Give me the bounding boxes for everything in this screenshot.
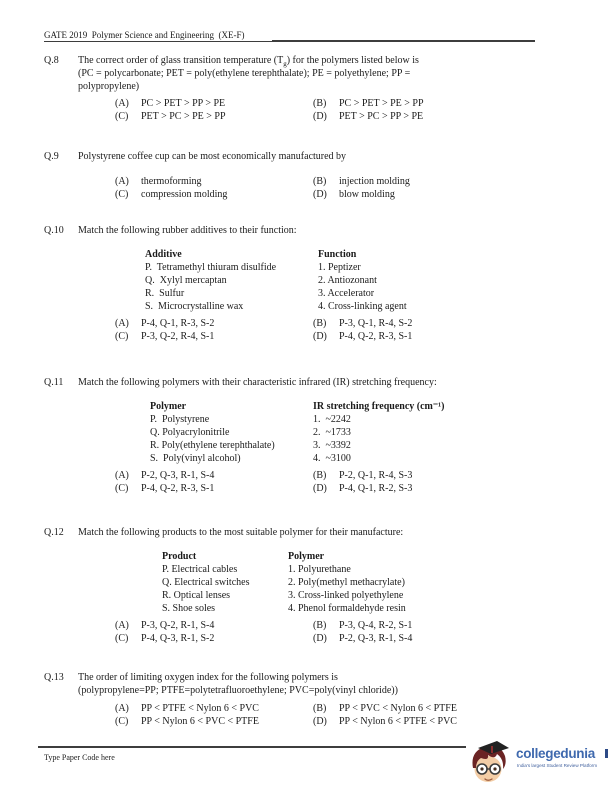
option-label: (C) bbox=[115, 331, 129, 342]
question-number-q13: Q.13 bbox=[44, 672, 64, 683]
option-text: P-2, Q-3, R-1, S-4 bbox=[339, 633, 413, 644]
q12-option-c bbox=[115, 632, 214, 645]
q9-option-a bbox=[115, 175, 202, 188]
question-number-q12: Q.12 bbox=[44, 527, 64, 538]
q12-option-b bbox=[313, 619, 412, 632]
q8-line1-pre: The correct order of glass transition temperature (T bbox=[78, 55, 284, 66]
q12-left-row: R. Optical lenses bbox=[162, 590, 231, 601]
q12-left-row: S. Shoe soles bbox=[162, 603, 216, 614]
q10-right-row: 3. Accelerator bbox=[318, 288, 375, 299]
q8-line1-post: ) for the polymers listed below is bbox=[286, 55, 419, 66]
question-text-q8-line2: (PC = polycarbonate; PET = poly(ethylene terephthalate); PE = polyethylene; PP = bbox=[78, 68, 411, 79]
option-label: (A) bbox=[115, 318, 129, 329]
question-text-q11: Match the following polymers with their characteristic infrared (IR) stretching frequency: bbox=[78, 377, 437, 388]
q10-option-b bbox=[313, 317, 412, 330]
q9-option-c bbox=[115, 188, 227, 201]
collegedunia-logo bbox=[462, 736, 612, 792]
q11-left-row: R. Poly(ethylene terephthalate) bbox=[150, 440, 275, 451]
option-label: (A) bbox=[115, 620, 129, 631]
q10-left-row: Q. Xylyl mercaptan bbox=[145, 275, 227, 286]
option-label: (C) bbox=[115, 483, 129, 494]
question-text-q8-line3: polypropylene) bbox=[78, 81, 140, 92]
q13-option-c bbox=[115, 715, 259, 728]
question-number-q9: Q.9 bbox=[44, 151, 59, 162]
option-label: (B) bbox=[313, 620, 327, 631]
option-text: blow molding bbox=[339, 189, 395, 200]
footer-rule bbox=[38, 746, 466, 748]
q9-option-b bbox=[313, 175, 410, 188]
option-text: P-4, Q-2, R-3, S-1 bbox=[141, 483, 215, 494]
question-text-q12: Match the following products to the most suitable polymer for their manufacture: bbox=[78, 527, 404, 538]
option-text: compression molding bbox=[141, 189, 228, 200]
q12-left-row: P. Electrical cables bbox=[162, 564, 238, 575]
footer-note: Type Paper Code here bbox=[44, 753, 115, 762]
q8-option-b bbox=[313, 97, 424, 110]
q10-option-a bbox=[115, 317, 214, 330]
q11-right-row: 1. ~2242 bbox=[313, 414, 351, 425]
option-text: P-2, Q-3, R-1, S-4 bbox=[141, 470, 215, 481]
option-label: (C) bbox=[115, 189, 129, 200]
option-text: injection molding bbox=[339, 176, 410, 187]
q11-option-d bbox=[313, 482, 412, 495]
q10-option-d bbox=[313, 330, 412, 343]
option-text: P-3, Q-1, R-4, S-2 bbox=[339, 318, 413, 329]
q8-option-c bbox=[115, 110, 226, 123]
q10-left-column-header: Additive bbox=[145, 249, 182, 260]
q11-left-row: Q. Polyacrylonitrile bbox=[150, 427, 230, 438]
option-text: PC > PET > PP > PE bbox=[141, 98, 226, 109]
option-text: P-4, Q-3, R-1, S-2 bbox=[141, 633, 215, 644]
question-text-q9: Polystyrene coffee cup can be most economically manufactured by bbox=[78, 151, 347, 162]
q10-right-row: 2. Antiozonant bbox=[318, 275, 377, 286]
option-label: (A) bbox=[115, 703, 129, 714]
question-number-q10: Q.10 bbox=[44, 225, 64, 236]
option-text: P-4, Q-1, R-2, S-3 bbox=[339, 483, 413, 494]
q11-right-row: 4. ~3100 bbox=[313, 453, 351, 464]
option-label: (D) bbox=[313, 716, 327, 727]
option-label: (B) bbox=[313, 98, 327, 109]
q10-option-c bbox=[115, 330, 214, 343]
q11-option-c bbox=[115, 482, 214, 495]
q12-right-row: 4. Phenol formaldehyde resin bbox=[288, 603, 406, 614]
option-label: (B) bbox=[313, 318, 327, 329]
option-text: PC > PET > PE > PP bbox=[339, 98, 424, 109]
option-label: (A) bbox=[115, 470, 129, 481]
option-text: PP < Nylon 6 < PTFE < PVC bbox=[339, 716, 457, 727]
option-text: P-3, Q-4, R-2, S-1 bbox=[339, 620, 413, 631]
q8-option-a bbox=[115, 97, 225, 110]
q11-right-row: 2. ~1733 bbox=[313, 427, 351, 438]
q12-option-a bbox=[115, 619, 214, 632]
q10-left-row: R. Sulfur bbox=[145, 288, 185, 299]
brand-mark-icon bbox=[605, 749, 608, 758]
q11-option-a bbox=[115, 469, 214, 482]
question-number-q11: Q.11 bbox=[44, 377, 64, 388]
option-text: PP < PTFE < Nylon 6 < PVC bbox=[141, 703, 259, 714]
q11-option-b bbox=[313, 469, 412, 482]
option-text: PP < PVC < Nylon 6 < PTFE bbox=[339, 703, 457, 714]
question-text-q10: Match the following rubber additives to their function: bbox=[78, 225, 297, 236]
header-rule-thin bbox=[44, 41, 272, 42]
mascot-icon bbox=[464, 738, 512, 790]
option-label: (C) bbox=[115, 716, 129, 727]
q11-left-row: S. Poly(vinyl alcohol) bbox=[150, 453, 241, 464]
option-text: PET > PC > PE > PP bbox=[141, 111, 226, 122]
q12-right-column-header: Polymer bbox=[288, 551, 325, 562]
option-label: (B) bbox=[313, 703, 327, 714]
q12-option-d bbox=[313, 632, 412, 645]
q10-right-row: 4. Cross-linking agent bbox=[318, 301, 407, 312]
option-text: P-4, Q-1, R-3, S-2 bbox=[141, 318, 215, 329]
q10-right-column-header: Function bbox=[318, 249, 357, 260]
option-label: (D) bbox=[313, 633, 327, 644]
option-label: (D) bbox=[313, 111, 327, 122]
q11-left-row: P. Polystyrene bbox=[150, 414, 210, 425]
q11-left-column-header: Polymer bbox=[150, 401, 187, 412]
option-text: P-4, Q-2, R-3, S-1 bbox=[339, 331, 413, 342]
question-text-q13-line1: The order of limiting oxygen index for the following polymers is bbox=[78, 672, 338, 683]
q12-right-row: 1. Polyurethane bbox=[288, 564, 351, 575]
q10-left-row: S. Microcrystalline wax bbox=[145, 301, 244, 312]
option-label: (D) bbox=[313, 189, 327, 200]
q12-right-row: 2. Poly(methyl methacrylate) bbox=[288, 577, 405, 588]
option-text: thermoforming bbox=[141, 176, 202, 187]
brand-tagline: India's largest Student Review Platform bbox=[517, 763, 598, 768]
page-header-title: GATE 2019 Polymer Science and Engineering (XE-F) bbox=[44, 30, 245, 40]
q12-left-row: Q. Electrical switches bbox=[162, 577, 250, 588]
q12-left-column-header: Product bbox=[162, 551, 197, 562]
option-label: (D) bbox=[313, 483, 327, 494]
option-label: (C) bbox=[115, 633, 129, 644]
brand-text: collegedunia bbox=[516, 746, 595, 761]
option-label: (B) bbox=[313, 176, 327, 187]
option-label: (A) bbox=[115, 176, 129, 187]
option-text: PP < Nylon 6 < PVC < PTFE bbox=[141, 716, 259, 727]
q13-option-a bbox=[115, 702, 259, 715]
option-text: P-2, Q-1, R-4, S-3 bbox=[339, 470, 413, 481]
header-rule-thick bbox=[272, 40, 535, 42]
q11-right-row: 3. ~3392 bbox=[313, 440, 351, 451]
q9-option-d bbox=[313, 188, 395, 201]
option-label: (C) bbox=[115, 111, 129, 122]
question-number-q8: Q.8 bbox=[44, 55, 59, 66]
option-text: P-3, Q-2, R-1, S-4 bbox=[141, 620, 215, 631]
q8-option-d bbox=[313, 110, 423, 123]
option-label: (D) bbox=[313, 331, 327, 342]
q10-right-row: 1. Peptizer bbox=[318, 262, 361, 273]
question-text-q13-line2: (polypropylene=PP; PTFE=polytetrafluoroethylene; PVC=poly(vinyl chloride)) bbox=[78, 685, 398, 696]
option-text: P-3, Q-2, R-4, S-1 bbox=[141, 331, 215, 342]
q11-right-column-header: IR stretching frequency (cm⁻¹) bbox=[313, 401, 445, 412]
q13-option-b bbox=[313, 702, 457, 715]
q12-right-row: 3. Cross-linked polyethylene bbox=[288, 590, 404, 601]
q13-option-d bbox=[313, 715, 457, 728]
q10-left-row: P. Tetramethyl thiuram disulfide bbox=[145, 262, 277, 273]
q8-subscript-g: g bbox=[283, 60, 287, 68]
option-text: PET > PC > PP > PE bbox=[339, 111, 424, 122]
option-label: (B) bbox=[313, 470, 327, 481]
option-label: (A) bbox=[115, 98, 129, 109]
